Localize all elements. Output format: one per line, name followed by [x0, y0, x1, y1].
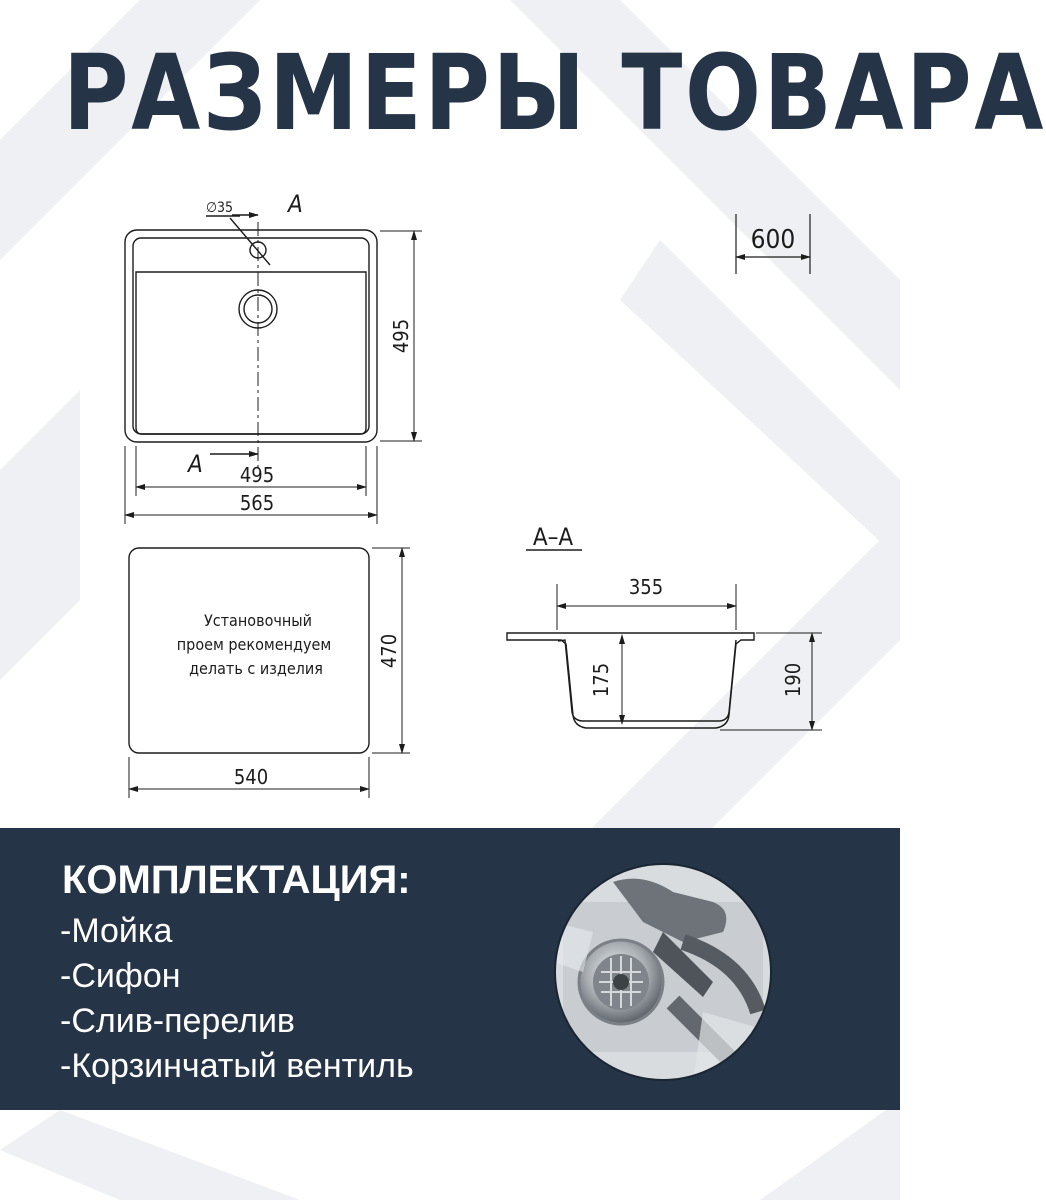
accessories-photo-icon: [553, 862, 773, 1082]
kit-item-overflow: -Слив-перелив: [60, 1002, 295, 1040]
top-height-label: 495: [389, 318, 413, 354]
cabinet-width-label: 600: [750, 225, 796, 255]
section-outer-depth-label: 190: [781, 662, 805, 698]
section-inner-depth-label: 175: [589, 662, 613, 698]
cutout-height-label: 470: [377, 633, 401, 669]
section-mark-top: A: [288, 190, 303, 218]
section-title: А–А: [532, 523, 574, 551]
kit-item-strainer-valve: -Корзинчатый вентиль: [60, 1047, 414, 1085]
page-title: РАЗМЕРЫ ТОВАРА: [63, 32, 1046, 154]
cutout-width-label: 540: [233, 765, 269, 789]
kit-item-siphon: -Сифон: [60, 957, 181, 995]
top-outer-width-label: 565: [239, 491, 275, 515]
section-width-label: 355: [628, 575, 664, 599]
top-inner-width-label: 495: [239, 463, 275, 487]
cutout-note-line-2: проем рекомендуем: [176, 635, 332, 654]
section-view: [507, 584, 822, 730]
kit-item-sink: -Мойка: [60, 912, 173, 950]
hole-diameter-label: ∅35: [206, 200, 233, 216]
section-mark-bottom: A: [188, 450, 203, 478]
cutout-note-line-3: делать с изделия: [189, 659, 323, 678]
cutout-note-line-1: Установочный: [203, 611, 313, 630]
kit-title: КОМПЛЕКТАЦИЯ:: [62, 858, 411, 902]
